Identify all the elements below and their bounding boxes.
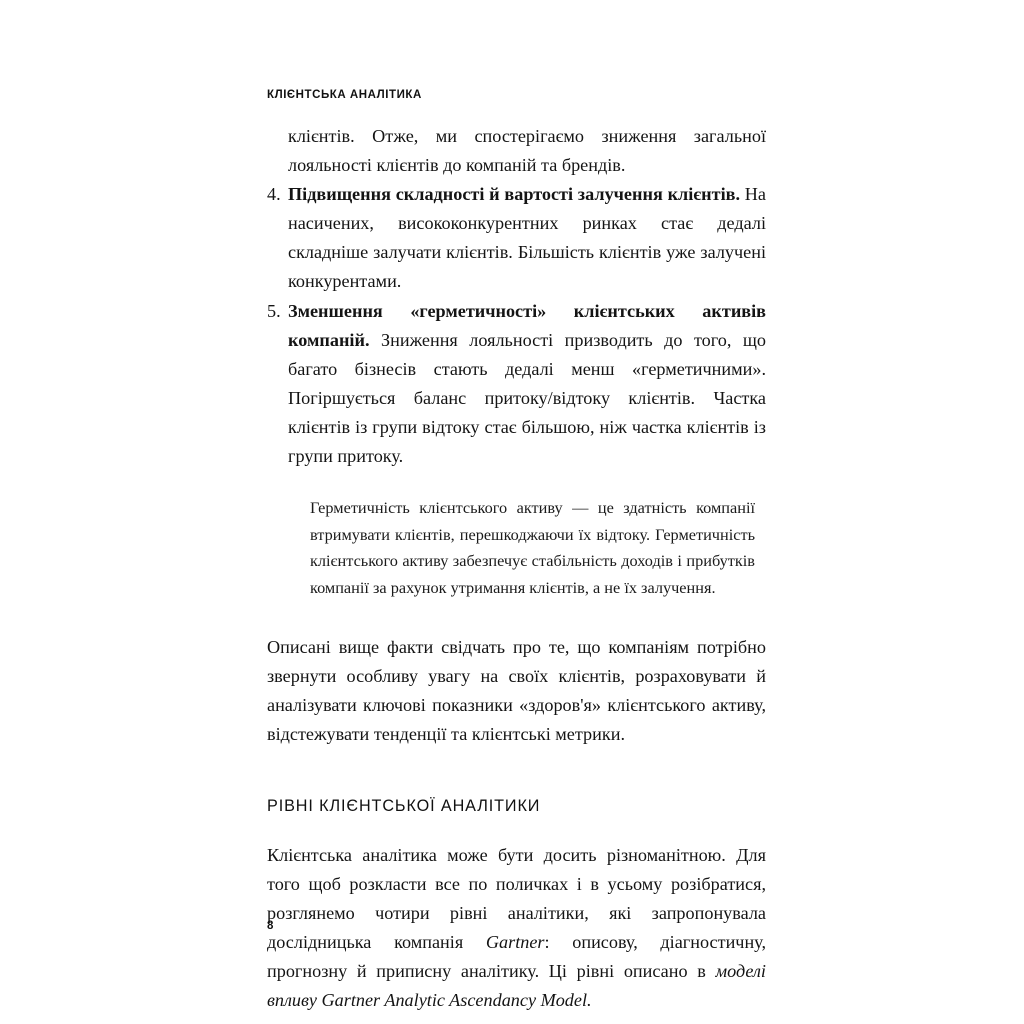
section-heading: РІВНІ КЛІЄНТСЬКОЇ АНАЛІТИКИ (267, 796, 541, 815)
list-item-lead-in: Зменшення «герметичності» клієнтських активів компаній. (288, 300, 766, 350)
list-item (267, 297, 766, 472)
callout-definition: Герметичність клієнтського активу — це здатність компанії втримувати клієнтів, перешкоджаючи їх відтоку. Герметичність клієнтського активу забезпечує стабільність доходів і прибутків компанії за рахунок утримання клієнтів, а не їх залучення. (310, 498, 755, 597)
list-item (267, 180, 766, 296)
list-item-text: Зниження лояльності призводить до того, що багато бізнесів стають дедалі менш «герметичними». Погіршується баланс притоку/відтоку клієнтів. Частка клієнтів із групи відтоку стає більшою, ніж частка клієнтів із групи притоку. (288, 329, 766, 467)
continued-paragraph: клієнтів. Отже, ми спостерігаємо зниження загальної лояльності клієнтів до компаній та брендів. (288, 126, 766, 176)
section-paragraph-part-1: Клієнтська аналітика може бути досить різноманітною. Для того щоб розкласти все по поличках і в усьому розібратися, розглянемо чотири рівні аналітики, які запропонувала дослідницька компанія (267, 844, 766, 953)
list-item-text: На насичених, висококонкурентних ринках стає дедалі складніше залучати клієнтів. Більшість клієнтів уже залучені конкурентами. (288, 184, 766, 292)
list-item-marker: 4. (267, 184, 281, 205)
list-item-lead-in: Підвищення складності й вартості залучення клієнтів. (288, 184, 740, 205)
summary-paragraph: Описані вище факти свідчать про те, що компаніям потрібно звернути особливу увагу на своїх клієнтів, розраховувати й аналізувати ключові показники «здоров'я» клієнтського активу, відстежувати тенденції та клієнтські метрики. (267, 636, 766, 744)
list-item-body (288, 297, 766, 472)
list-item-marker: 5. (267, 300, 281, 321)
list-item-body (288, 180, 766, 296)
company-name-gartner: Gartner (485, 932, 545, 953)
section-paragraph (267, 841, 766, 1016)
text-column (267, 122, 766, 1015)
page-number: 8 (267, 920, 274, 932)
model-name-gartner-analytic-ascendancy-model: моделі впливу Gartner Analytic Ascendancy Model. (267, 961, 766, 1011)
running-head: КЛІЄНТСЬКА АНАЛІТИКА (267, 89, 422, 101)
section-paragraph-part-2: : описову, діагностичну, прогнозну й приписну аналітику. Ці рівні описано в (267, 932, 767, 982)
numbered-list (267, 180, 766, 471)
